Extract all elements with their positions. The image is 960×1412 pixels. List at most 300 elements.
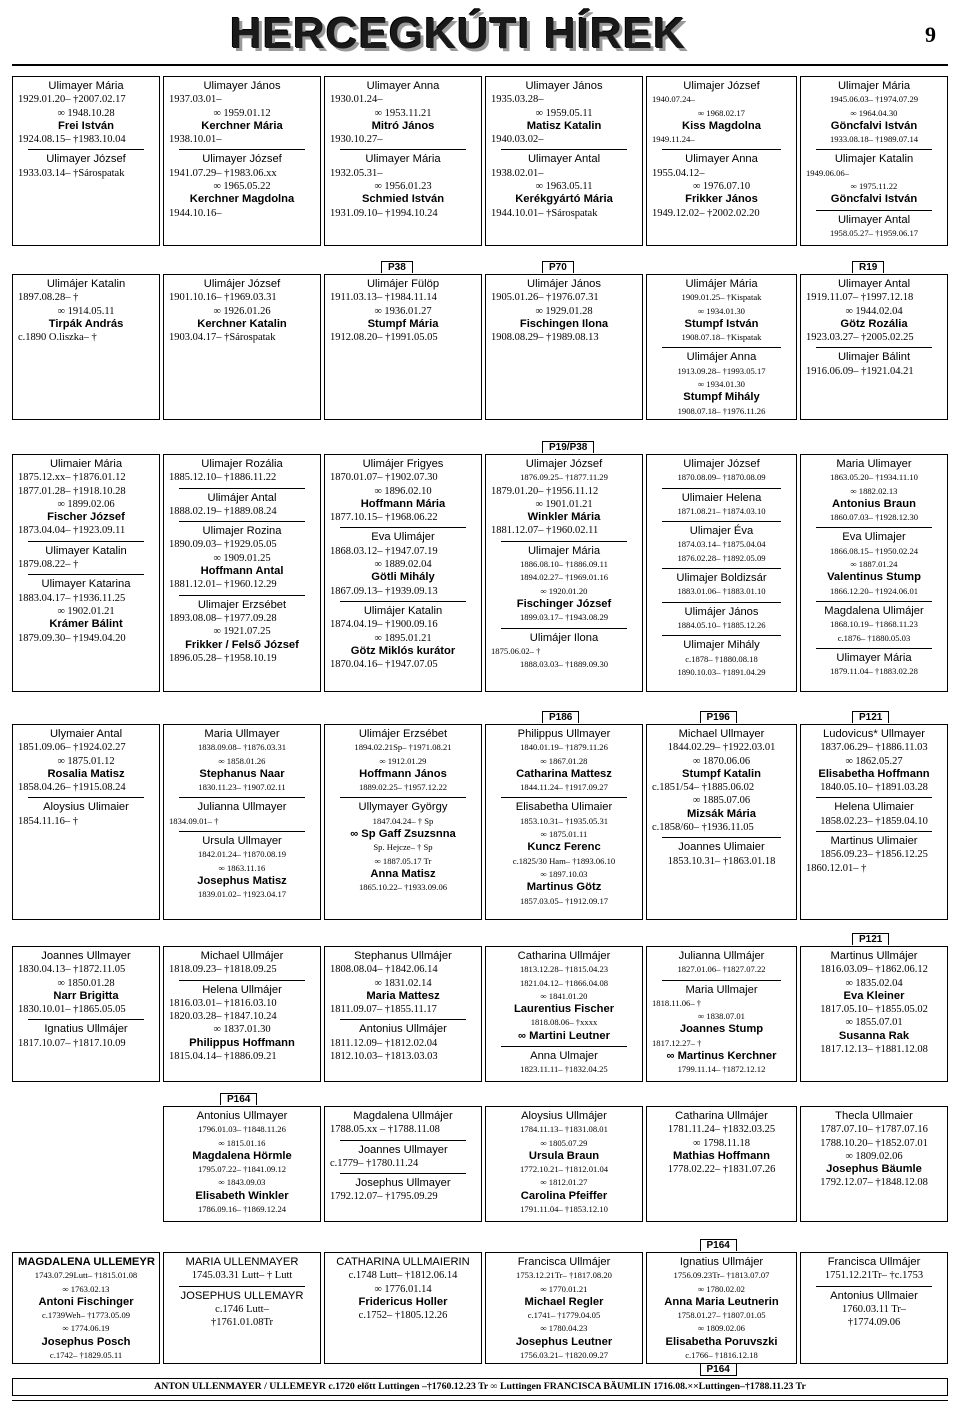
family-box [800, 946, 948, 1082]
date-line: ∞ 1914.05.11 [57, 305, 115, 317]
person-name: Ulimayer Katarina [41, 578, 131, 591]
person-name: Anna Matisz [370, 867, 436, 880]
date-line: 1784.11.13– †1831.08.01 [520, 1124, 608, 1135]
person-name: Elisabetha Ulimaier [515, 801, 613, 814]
date-line: ∞ 1862.05.27 [845, 755, 903, 767]
person-name: Ludovicus* Ullmayer [823, 728, 925, 740]
person-name: Hoffmann Mária [360, 497, 446, 510]
date-line: 1941.07.29– †1983.06.xx [169, 167, 277, 179]
date-line: 1812.10.03– †1813.03.03 [330, 1051, 438, 1063]
date-line: ∞ 1912.01.29 [379, 755, 427, 766]
family-box [800, 454, 948, 692]
date-line: 1916.06.09– †1921.04.21 [806, 365, 914, 377]
person-name: ∞ Sp Gaff Zsuzsnna [350, 828, 456, 841]
date-line: 1913.09.28– †1993.05.17 [677, 365, 766, 376]
date-line: 1865.10.22– †1933.09.06 [358, 882, 448, 893]
family-box [324, 946, 482, 1082]
date-line: c.1752– †1805.12.26 [358, 1310, 448, 1322]
date-line: 1890.09.03– †1929.05.05 [169, 539, 277, 551]
page-reference-tag: P19/P38 [542, 441, 594, 453]
divider [501, 1046, 627, 1047]
person-name: Ulimayer János [525, 80, 603, 92]
person-name: Maria Ullmajer [685, 983, 758, 996]
date-line: 1866.12.20– †1924.06.01 [829, 585, 919, 596]
date-line: 1888.03.03– †1889.09.30 [519, 659, 609, 670]
person-name: Kerékgyártó Mária [515, 193, 613, 206]
date-line: ∞ 1776.01.14 [374, 1283, 432, 1295]
date-line: ∞ 1812.01.27 [540, 1177, 588, 1188]
date-line: 1860.07.03– †1928.12.30 [829, 512, 919, 523]
divider [816, 210, 932, 211]
family-box [12, 1252, 160, 1364]
person-name: Ulimayer Antal [527, 153, 601, 166]
date-line: 1935.03.28– [491, 94, 544, 106]
date-line: 1842.01.24– †1870.08.19 [197, 849, 287, 860]
person-name: Hoffmann János [359, 767, 447, 780]
person-name: Ulimajer Bálint [837, 351, 911, 364]
divider [662, 980, 781, 981]
date-line: ∞ 1831.02.14 [374, 977, 432, 989]
family-box [163, 1106, 321, 1222]
date-line: 1874.04.19– †1900.09.16 [330, 619, 438, 631]
date-line: ∞ 1863.11.16 [218, 862, 266, 873]
person-name: Anna Maria Leutnerin [664, 1295, 779, 1308]
divider [662, 521, 781, 522]
date-line: 1756.03.21– †1820.09.27 [519, 1350, 609, 1361]
person-name: Antonius Braun [832, 497, 916, 510]
date-line: 1905.01.26– †1976.07.31 [491, 292, 599, 304]
date-line: 1938.02.01– [491, 167, 544, 179]
person-name: Joannes Ullmayer [41, 950, 131, 962]
date-line: ∞ 1929.01.28 [535, 305, 593, 317]
family-box [646, 724, 797, 920]
date-line: 1791.11.04– †1853.12.10 [520, 1204, 608, 1215]
date-line: c.1741– †1779.04.05 [527, 1310, 601, 1321]
person-name: Ulimajer József [683, 458, 760, 470]
date-line: c.1779– †1780.11.24 [330, 1157, 419, 1169]
person-name: Ulimajer József [683, 80, 760, 92]
person-name: Maria Mattesz [366, 989, 440, 1002]
divider [340, 527, 466, 528]
date-line: 1854.11.16– † [18, 815, 78, 827]
divider [816, 1286, 932, 1287]
divider [816, 347, 932, 348]
person-name: Göncfalvi István [830, 193, 918, 206]
person-name: Stumpf Katalin [682, 767, 761, 780]
date-line: 1908.08.29– †1989.08.13 [491, 332, 599, 344]
person-name: Ulimayer József [202, 153, 282, 166]
date-line: ∞ 1965.05.22 [213, 181, 271, 193]
person-name: Frei István [58, 119, 114, 132]
person-name: Ullymayer György [358, 801, 448, 814]
date-line: 1788.05.xx – †1788.11.08 [330, 1124, 440, 1136]
person-name: Philippus Ullmayer [517, 728, 611, 740]
person-name: Ulimajer Mária [527, 544, 601, 557]
date-line: 1919.11.07– †1997.12.18 [806, 292, 914, 304]
person-name: Ulimayer Anna [685, 153, 758, 166]
date-line: 1945.06.03– †1974.07.29 [829, 94, 919, 105]
date-line: 1940.03.02– [491, 134, 544, 146]
family-box [646, 1106, 797, 1222]
person-name: Thecla Ullmaier [835, 1110, 913, 1122]
person-name: Valentinus Stump [827, 571, 921, 584]
person-name: Martinus Ulimaier [830, 835, 918, 848]
divider [340, 1140, 466, 1141]
person-name: Ulimayer Antal [837, 213, 911, 226]
date-line: ∞ 1885.07.06 [692, 795, 751, 807]
date-line: 1949.12.02– †2002.02.20 [652, 207, 760, 219]
date-line: 1874.03.14– †1875.04.04 [677, 539, 766, 550]
person-name: Ulimajer Boldizsár [676, 572, 767, 585]
date-line: ∞ 1920.01.20 [540, 585, 588, 596]
person-name: Julianna Ullmájer [678, 950, 765, 962]
date-line: 1944.10.16– [169, 207, 222, 219]
family-box [800, 724, 948, 920]
person-name: Göncfalvi István [830, 119, 918, 132]
person-name: Frikker János [685, 193, 758, 206]
date-line: 1858.02.23– †1859.04.10 [820, 815, 928, 827]
person-name: Ulimayer Katalin [45, 544, 127, 557]
divider [179, 1286, 305, 1287]
person-name: Kuncz Ferenc [527, 841, 601, 854]
divider [179, 488, 305, 489]
date-line: c.1890 O.liszka– † [18, 332, 97, 344]
person-name: Anna Ulmajer [530, 1050, 598, 1063]
date-line: 1911.03.13– †1984.11.14 [330, 292, 437, 304]
person-name: Ulimayer Mária [48, 80, 124, 92]
person-name: Joannes Stump [679, 1023, 764, 1036]
date-line: 1937.03.01– [169, 94, 222, 106]
date-line: 1839.01.02– †1923.04.17 [197, 889, 287, 900]
person-name: Ulimayer József [46, 153, 126, 166]
divider [179, 980, 305, 981]
date-line: 1813.12.28– †1815.04.23 [519, 964, 609, 975]
date-line: 1899.03.17– †1943.08.29 [519, 612, 609, 623]
person-name: Stephanus Naar [199, 767, 285, 780]
person-name: Fridericus Holler [358, 1295, 448, 1308]
person-name: Susanna Rak [838, 1029, 910, 1042]
person-name: CATHARINA ULLMAIERIN [336, 1256, 470, 1268]
date-line: 1958.05.27– †1959.06.17 [829, 227, 919, 238]
date-line: 1857.03.05– †1912.09.17 [519, 895, 609, 906]
date-line: ∞ 1909.01.25 [213, 552, 271, 564]
date-line: 1760.03.11 Tr– [841, 1303, 907, 1315]
person-name: Ulimajer Katalin [834, 153, 914, 166]
date-line: 1834.09.01– † [169, 815, 219, 826]
date-line: †1774.09.06 [847, 1317, 901, 1329]
family-box [800, 1252, 948, 1364]
date-line: ∞ 1875.01.11 [540, 829, 588, 840]
date-line: 1823.11.11– †1832.04.25 [520, 1064, 608, 1075]
person-name: Michael Ullmájer [200, 950, 284, 962]
person-name: Josephus Posch [41, 1335, 131, 1348]
date-line: 1884.05.10– †1885.12.26 [677, 619, 766, 630]
date-line: 1883.04.17– †1936.11.25 [18, 592, 126, 604]
person-name: Elisabeth Winkler [195, 1189, 289, 1202]
date-line: c.1851/54– †1885.06.02 [652, 782, 755, 794]
person-name: Götz Miklós kurátor [350, 644, 456, 657]
date-line: ∞ 1887.01.24 [850, 559, 898, 570]
date-line: ∞ 1948.10.28 [57, 107, 115, 119]
date-line: 1875.12.xx– †1876.01.12 [18, 472, 126, 484]
person-name: Fischer József [47, 511, 125, 524]
date-line: ∞ 1855.07.01 [845, 1017, 903, 1029]
person-name: Kerchner Mária [201, 119, 283, 132]
date-line: 1889.02.25– †1957.12.22 [358, 782, 448, 793]
date-line: 1929.01.20– †2007.02.17 [18, 94, 126, 106]
person-name: Matisz Katalin [526, 119, 602, 132]
family-box [12, 274, 160, 420]
date-line: ∞ 1934.01.30 [698, 379, 745, 390]
date-line: 1751.12.21Tr– †c.1753 [824, 1270, 924, 1282]
family-box [485, 946, 643, 1082]
person-name: Stumpf István [684, 317, 759, 330]
person-name: Eva Kleiner [843, 989, 905, 1002]
date-line: 1870.01.07– †1902.07.30 [330, 472, 438, 484]
date-line: 1818.08.06– †xxxx [530, 1017, 598, 1028]
date-line: ∞ 1809.02.06 [698, 1323, 745, 1334]
date-line: ∞ 1774.06.19 [62, 1323, 110, 1334]
family-box [324, 454, 482, 692]
family-box [324, 1106, 482, 1222]
person-name: Stumpf Mária [367, 317, 439, 330]
person-name: Ulimájer Mária [685, 278, 758, 290]
family-box [324, 724, 482, 920]
date-line: ∞ 1934.01.30 [698, 305, 745, 316]
date-line: ∞ 1809.02.06 [845, 1150, 903, 1162]
date-line: 1753.12.21Tr– †1817.08.20 [516, 1270, 612, 1281]
person-name: Catharina Ullmájer [517, 950, 611, 962]
date-line: ∞ 1902.01.21 [57, 605, 115, 617]
person-name: Kiss Magdolna [682, 119, 761, 132]
date-line: ∞ 1975.11.22 [850, 181, 898, 192]
person-name: Catharina Ullmájer [675, 1110, 768, 1122]
date-line: ∞ 1964.04.30 [850, 107, 898, 118]
date-line: ∞ 1956.01.23 [374, 181, 432, 193]
person-name: Laurentius Fischer [513, 1003, 615, 1016]
divider [816, 601, 932, 602]
person-name: Ulimajer József [525, 458, 603, 470]
date-line: ∞ 1843.09.03 [218, 1177, 266, 1188]
date-line: 1955.04.12– [652, 167, 705, 179]
date-line: ∞ 1805.07.29 [540, 1137, 588, 1148]
date-line: 1938.10.01– [169, 134, 222, 146]
date-line: ∞ 1841.01.20 [540, 990, 588, 1001]
date-line: ∞ 1959.01.12 [213, 107, 271, 119]
date-line: 1870.04.16– †1947.07.05 [330, 659, 438, 671]
person-name: Kerchner Katalin [197, 317, 287, 330]
date-line: 1908.07.18– †Kispatak [681, 332, 762, 343]
person-name: Ulimájer Katalin [363, 604, 443, 617]
person-name: Schmied István [361, 193, 445, 206]
date-line: 1908.07.18– †1976.11.26 [677, 405, 766, 416]
date-line: ∞ 1798.11.18 [693, 1137, 750, 1149]
person-name: Josephus Leutner [515, 1335, 613, 1348]
divider [501, 628, 627, 629]
person-name: Ulimajer Éva [689, 525, 754, 538]
date-line: ∞ 1901.01.21 [535, 498, 593, 510]
divider [662, 635, 781, 636]
person-name: ∞ Martini Leutner [518, 1029, 610, 1042]
date-line: c.1748 Lutt– †1812.06.14 [348, 1270, 458, 1282]
date-line: c.1739Weh– †1773.05.09 [41, 1310, 131, 1321]
date-line: ∞ 1875.01.12 [57, 755, 115, 767]
date-line: 1883.01.06– †1883.01.10 [677, 586, 766, 597]
page-reference-tag: P196 [700, 711, 737, 723]
person-name: Eva Ulimájer [371, 531, 435, 544]
date-line: 1894.02.27– †1969.01.16 [519, 572, 609, 583]
person-name: Ulimayer Anna [366, 80, 440, 92]
divider [28, 1019, 144, 1020]
date-line: 1816.03.01– †1816.03.10 [169, 997, 277, 1009]
date-line: 1853.10.31– †1863.01.18 [667, 855, 776, 867]
person-name: Eva Ulimajer [842, 531, 906, 544]
divider [816, 527, 932, 528]
person-name: Ursula Ullmayer [202, 835, 282, 848]
family-box [163, 454, 321, 692]
person-name: ∞ Martinus Kerchner [666, 1050, 777, 1063]
date-line: 1871.08.21– †1874.03.10 [677, 505, 766, 516]
date-line: 1781.11.24– †1832.03.25 [667, 1124, 776, 1136]
date-line: 1903.04.17– †Sárospatak [169, 332, 276, 344]
date-line: 1901.10.16– †1969.03.31 [169, 292, 277, 304]
person-name: Rosalia Matisz [47, 767, 125, 780]
family-box [485, 1106, 643, 1222]
person-name: Fischinger József [516, 597, 612, 610]
page-reference-tag: P164 [220, 1093, 257, 1105]
date-line: c.1878– †1880.08.18 [685, 653, 758, 664]
date-line: 1840.05.10– †1891.03.28 [820, 782, 928, 794]
family-box [163, 1252, 321, 1364]
date-line: 1875.06.02– † [491, 645, 541, 656]
date-line: ∞ 1838.07.01 [698, 1011, 745, 1022]
date-line: ∞ 1936.01.27 [374, 305, 432, 317]
person-name: Catharina Mattesz [516, 767, 612, 780]
date-line: ∞ 1887.05.17 Tr [374, 855, 432, 866]
date-line: ∞ 1882.02.13 [850, 485, 898, 496]
person-name: Ursula Braun [528, 1149, 600, 1162]
family-box [12, 946, 160, 1082]
person-name: Josephus Matisz [197, 874, 287, 887]
date-line: 1820.03.28– †1847.10.24 [169, 1011, 277, 1023]
date-line: 1894.02.21Sp– †1971.08.21 [354, 742, 452, 753]
date-line: 1949.06.06– [806, 167, 849, 178]
page-reference-tag: P186 [542, 711, 579, 723]
date-line: 1787.07.10– †1787.07.16 [820, 1124, 928, 1136]
person-name: Ulimájer Antal [207, 491, 277, 504]
date-line: 1877.01.28– †1918.10.28 [18, 485, 126, 497]
date-line: 1830.11.23– †1907.02.11 [198, 782, 286, 793]
divider [501, 149, 627, 150]
date-line: 1885.12.10– †1886.11.22 [169, 472, 277, 484]
bottom-rule [12, 1400, 948, 1401]
date-line: c.1746 Lutt– [215, 1303, 269, 1315]
divider [179, 149, 305, 150]
divider [179, 831, 305, 832]
person-name: Francisca Ullmájer [517, 1256, 611, 1268]
date-line: ∞ 1921.07.25 [213, 626, 271, 638]
person-name: Ulimajer Rozina [202, 525, 282, 538]
date-line: 1923.03.27– †2005.02.25 [806, 332, 914, 344]
person-name: Magdalena Ullmájer [353, 1110, 453, 1122]
family-box [324, 76, 482, 246]
family-box [163, 724, 321, 920]
person-name: Mizsák Mária [686, 807, 757, 820]
date-line: ∞ 1963.05.11 [535, 181, 593, 193]
date-line: 1758.01.27– †1807.01.05 [677, 1310, 766, 1321]
page-reference-tag: P121 [852, 933, 889, 945]
header-rule [12, 64, 948, 66]
date-line: 1811.12.09– †1812.02.04 [330, 1037, 438, 1049]
person-name: Antonius Ullmaier [830, 1289, 918, 1302]
date-line: 1858.04.26– †1915.08.24 [18, 782, 126, 794]
date-line: 1795.07.22– †1841.09.12 [197, 1164, 287, 1175]
date-line: ∞ 1959.05.11 [535, 107, 593, 119]
page-reference-tag: P38 [381, 261, 413, 273]
person-name: Ulimajer Mihály [683, 639, 760, 652]
date-line: 1909.01.25– †Kispatak [681, 292, 762, 303]
date-line: ∞ 1926.01.26 [213, 305, 271, 317]
page-reference-tag: P121 [852, 711, 889, 723]
person-name: Ignatius Ullmájer [44, 1023, 128, 1036]
person-name: Antoni Fischinger [38, 1295, 134, 1308]
date-line: ∞ 1944.02.04 [845, 305, 903, 317]
person-name: Ulimájer Ilona [529, 631, 599, 644]
date-line: 1743.07.29Lutt– †1815.01.08 [34, 1270, 138, 1281]
family-box [324, 1252, 482, 1364]
date-line: 1930.01.24– [330, 94, 383, 106]
divider [662, 837, 781, 838]
date-line: 1876.02.28– †1892.05.09 [677, 552, 766, 563]
date-line: 1893.08.08– †1977.09.28 [169, 612, 277, 624]
newsletter-title: HERCEGKÚTI HÍREK [230, 9, 687, 58]
divider [662, 602, 781, 603]
date-line: 1881.12.01– †1960.12.29 [169, 579, 277, 591]
person-name: Ignatius Ullmájer [679, 1256, 764, 1268]
date-line: 1896.05.28– †1958.10.19 [169, 652, 277, 664]
person-name: Antonius Ullmájer [359, 1023, 447, 1036]
page-reference-tag: P70 [542, 261, 574, 273]
date-line: 1817.12.27– † [652, 1037, 702, 1048]
date-line: 1873.04.04– †1923.09.11 [18, 525, 126, 537]
divider [662, 347, 781, 348]
divider [662, 149, 781, 150]
divider [662, 568, 781, 569]
date-line: ∞ 1837.01.30 [213, 1024, 271, 1036]
person-name: Stumpf Mihály [683, 391, 760, 404]
date-line: 1799.11.14– †1872.12.12 [677, 1064, 766, 1075]
date-line: 1778.02.22– †1831.07.26 [667, 1164, 776, 1176]
date-line: 1817.12.13– †1881.12.08 [820, 1044, 928, 1056]
person-name: Tirpák András [48, 317, 124, 330]
divider [340, 1173, 466, 1174]
date-line: 1808.08.04– †1842.06.14 [330, 964, 438, 976]
person-name: Francisca Ullmájer [827, 1256, 921, 1268]
person-name: Aloysius Ullmájer [521, 1110, 607, 1122]
date-line: 1944.10.01– †Sárospatak [491, 207, 598, 219]
person-name: Antonius Ullmayer [196, 1110, 288, 1122]
person-name: Magdalena Ulimájer [824, 604, 924, 617]
date-line: ∞ 1867.01.28 [540, 755, 588, 766]
person-name: Philippus Hoffmann [189, 1036, 295, 1049]
date-line: 1931.09.10– †1994.10.24 [330, 207, 438, 219]
family-box [485, 724, 643, 920]
person-name: Michael Ullmayer [678, 728, 765, 740]
date-line: ∞ 1815.01.16 [218, 1137, 266, 1148]
person-name: Ulimajer Rozália [201, 458, 283, 470]
person-name: MAGDALENA ULLEMEYR [18, 1256, 155, 1268]
person-name: Julianna Ullmayer [197, 801, 287, 814]
